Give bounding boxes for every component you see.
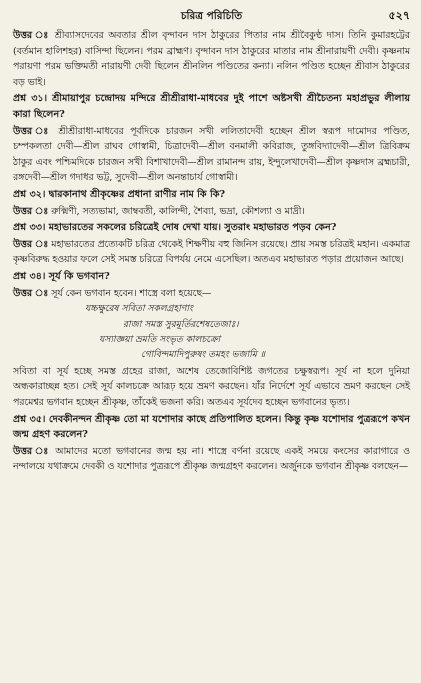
verse-line: রাজা সমস্ত সুরমূর্তিরশেষতেজাঃ। [123,319,239,330]
answer-paragraph [13,28,410,90]
answer-paragraph [13,124,410,186]
question-paragraph [13,220,410,236]
question-number: প্রশ্ন ৩২। [13,188,46,200]
answer-label: উত্তর ঃ [13,287,49,299]
question-text: দ্বারকানাথ শ্রীকৃষ্ণের প্রধানা রাণীর নাম কি কি? [48,188,226,200]
question-text: শ্রীমায়াপুর চন্দ্রোদয় মন্দিরে শ্রীশ্রীরাধা-মাধবের দুই পাশে অষ্টসখী শ্রীচৈতন্য মহাপ্রভুর লীলায় কারা ছিলেন? [13,93,411,120]
question-paragraph [13,269,410,285]
answer-label: উত্তর ঃ [13,30,50,41]
answer-text: শ্রীব্যাসদেবের অবতার শ্রীল বৃন্দাবন দাস ঠাকুরের পিতার নাম শ্রীবৈকুণ্ঠ দাস। তিনি কুমারহট্টের (বর্তমান হালিশহর) বাসিন্দা ছিলেন। পরম ব্রাহ্মণ। বৃন্দাবন দাস ঠাকুরের মাতার নাম শ্রীনারায়ণী দেবী। কৃষ্ণনাম পরায়ণা পরম ভক্তিমতী নারায়ণী দেবী ছিলেন শ্রীনলিন পণ্ডিতের কন্যা। নলিন পণ্ডিত হচ্ছেন শ্রীবাস ঠাকুরের বড় ভাই। [13,30,410,88]
page-header [13,8,410,26]
verse-line: যচ্চক্ষুরেষ সবিতা সকলগ্রহাণাং [85,304,193,315]
question-text: দেবকীনন্দন শ্রীকৃষ্ণ তো মা যশোদার কাছে প্রতিপালিত হলেন। কিন্তু কৃষ্ণ যশোদার পুত্ররূপে কখন জন্ম গ্রহণ করলেন? [13,413,411,441]
answer-paragraph [13,204,410,220]
answer-text: মহাভারতের প্রত্যেকটি চরিত্র থেকেই শিক্ষণীয় বহু জিনিস রয়েছে। প্রায় সমস্ত চরিত্রই মহান। একমাত্র কৃষ্ণবিরুদ্ধ হওয়ার ফলে সেই সমস্ত চরিত্রে বিপর্যয় নেমে এসেছিল। অতএব মহাভারত পড়ার প্রয়োজন আছে। [13,238,410,266]
answer-paragraph [13,286,410,302]
answer-text: আমাদের মতো ভগবানের জন্ম হয় না। শাস্ত্রে বর্ণনা রয়েছে একই সময়ে কংসের কারাগারে ও নন্দালয়ে যথাক্রমে দেবকী ও যশোদার পুত্ররূপে শ্রীকৃষ্ণ জন্মগ্রহণ করলেন। অর্জুনকে ভগবান শ্রীকৃষ্ণ বলছেন— [13,445,410,473]
answer-paragraph [13,237,410,268]
page-number: ৫২৭ [388,9,410,22]
answer-text: রুক্মিণী, সত্যভামা, জাম্ববতী, কালিন্দী, শৈব্যা, ভদ্রা, কৌশল্যা ও মাদ্রী। [51,205,305,217]
question-number: প্রশ্ন ৩৫। [13,413,46,425]
page-body [13,28,410,475]
answer-text: শ্রীশ্রীরাধা-মাধবের পূর্বদিকে চারজন সখী ললিতাদেবী হচ্ছেন শ্রীল স্বরূপ দামোদর পণ্ডিত, চম্পকলতা দেবী—শ্রীল রাঘব গোস্বামী, চিত্রাদেবী—শ্রীল বনমালী কবিরাজ, তুঙ্গবিদ্যাদেবী—শ্রীল ত্রিবিক্রম ঠাকুর এবং পশ্চিমদিকে চারজন সখী বিশাখাদেবী—শ্রীল রামানন্দ রায়, ইন্দুলেখাদেবী—শ্রীল কৃষ্ণদাস ব্রহ্মচারী, রঙ্গদেবী—শ্রীল গদাধর ভট্ট, সুদেবী—শ্রীল অনন্তাচার্য গোস্বামী। [13,125,410,184]
question-number: প্রশ্ন ৩৪। [13,270,46,282]
answer-label: উত্তর ঃ [13,445,51,457]
question-paragraph [13,187,410,203]
question-paragraph [13,412,410,443]
answer-label: উত্তর ঃ [13,238,49,250]
question-text: মহাভারতের সকলের চরিত্রেই দোষ দেখা যায়। সুতরাং মহাভারত পড়ব কেন? [48,222,337,234]
answer-paragraph [13,444,410,475]
question-paragraph [13,91,410,122]
answer-label: উত্তর ঃ [13,125,52,137]
running-title: চরিত্র পরিচিতি [180,10,243,22]
verse-line: গোবিন্দমাদিপুরুষং তমহং ভজামি ॥ [141,350,265,361]
verse-line: যস্যাজ্ঞয়া ভ্রমতি সংভৃত কালচক্রো [99,334,221,345]
question-number: প্রশ্ন ৩৩। [13,222,46,234]
answer-text: সূর্য কেন ভগবান হবেন। শাস্ত্রে বলা হয়েছে— [51,287,212,299]
question-number: প্রশ্ন ৩১। [13,93,48,105]
body-paragraph: সবিতা বা সূর্য হচ্ছে সমস্ত গ্রহের রাজা, অশেষ তেজোবিশিষ্ট জগতের চক্ষুস্বরূপ। সূর্য না হলে দুনিয়া অন্ধকারাচ্ছন্ন হত। সেই সূর্য কালচক্রে আরূঢ় হয়ে ভ্রমণ করছেন। যাঁর নির্দেশে সূর্য এভাবে ভ্রমণ করছেন সেই পরমেশ্বর ভগবান হচ্ছেন শ্রীকৃষ্ণ, তাঁকেই ভজনা করি। অতএব সূর্যদেব হচ্ছেন ভগবানের ভৃত্য। [13,365,410,408]
question-text: সূর্য কি ভগবান? [48,270,110,282]
answer-label: উত্তর ঃ [13,205,49,217]
